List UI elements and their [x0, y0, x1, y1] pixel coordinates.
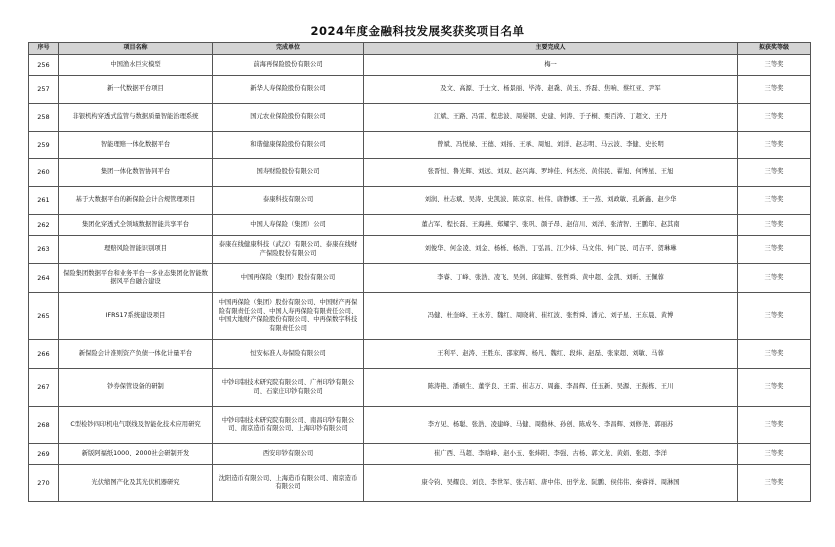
main-completers: 梅一: [364, 55, 738, 76]
project-name: 基于大数据平台的新保险会计合规管理项目: [59, 187, 213, 215]
project-name: 非银机构穿透式监管与数据质量智能治理系统: [59, 104, 213, 132]
row-number: 264: [29, 264, 59, 293]
main-completers: 刘俊华、何金凌、刘金、杨栎、杨浩、丁弘昌、江少炜、马文伟、何广民、司吉平、贺琳琳: [364, 236, 738, 264]
table-row: [29, 293, 811, 340]
award-level: 三等奖: [738, 187, 811, 215]
completing-units: 西安印钞有限公司: [213, 444, 364, 465]
table-row: [29, 159, 811, 187]
table-row: [29, 264, 811, 293]
table-row: [29, 55, 811, 76]
main-completers: 李睿、丁峰、张浩、凌飞、吴剑、邱建辉、张哲舜、黄中超、金凯、刘昕、王佩蓉: [364, 264, 738, 293]
table-row: [29, 215, 811, 236]
award-level: 三等奖: [738, 215, 811, 236]
award-level: 三等奖: [738, 407, 811, 444]
main-completers: 陈涛艳、潘硕生、董学良、王雷、崔志万、周鑫、李昌辉、任玉新、吴源、王振栋、王川: [364, 369, 738, 407]
row-number: 258: [29, 104, 59, 132]
main-completers: 江斌、王路、冯雷、程忠波、周晏钢、史建、何涛、于子桐、栗百涛、丁超文、王丹: [364, 104, 738, 132]
award-level: 三等奖: [738, 444, 811, 465]
row-number: 267: [29, 369, 59, 407]
main-completers: 李方见、杨聪、张浩、凌建峰、马健、周勤林、孙创、陈成冬、李昌辉、刘修尧、郭丽苏: [364, 407, 738, 444]
row-number: 265: [29, 293, 59, 340]
project-name: 保险集团数据平台和业务平台一多业态集团化智能数据风平台融合建设: [59, 264, 213, 293]
project-name: 光伏缩图产化及其光伏机器研究: [59, 465, 213, 502]
row-number: 269: [29, 444, 59, 465]
award-table: [28, 42, 811, 502]
award-level: 三等奖: [738, 76, 811, 104]
completing-units: 中国人寿保险（集团）公司: [213, 215, 364, 236]
project-name: 集团一体化数智协同平台: [59, 159, 213, 187]
completing-units: 中国再保险（集团）股份有限公司: [213, 264, 364, 293]
award-level: 三等奖: [738, 132, 811, 159]
column-header-level: 拟获奖等级: [738, 43, 811, 55]
award-level: 三等奖: [738, 293, 811, 340]
completing-units: 沈阳造币有限公司、上海造币有限公司、南京造币有限公司: [213, 465, 364, 502]
completing-units: 国寿财险股份有限公司: [213, 159, 364, 187]
column-header-project: 项目名称: [59, 43, 213, 55]
table-row: [29, 236, 811, 264]
completing-units: 泰康科技有限公司: [213, 187, 364, 215]
completing-units: 国元农业保险股份有限公司: [213, 104, 364, 132]
column-header-people: 主要完成人: [364, 43, 738, 55]
table-row: [29, 369, 811, 407]
award-level: 三等奖: [738, 55, 811, 76]
project-name: 理赔风险智能识别项目: [59, 236, 213, 264]
completing-units: 中钞印制技术研究院有限公司、南昌印钞有限公司、南京造币有限公司、上海印钞有限公司: [213, 407, 364, 444]
award-level: 三等奖: [738, 340, 811, 369]
row-number: 262: [29, 215, 59, 236]
completing-units: 中国再保险（集团）股份有限公司、中国财产再保险有限责任公司、中国人寿再保险有限责任公司、中国大地财产保险股份有限公司、中再保数字科技有限责任公司: [213, 293, 364, 340]
table-row: [29, 76, 811, 104]
row-number: 266: [29, 340, 59, 369]
table-row: [29, 340, 811, 369]
project-name: 集团化穿透式全领域数据智能共享平台: [59, 215, 213, 236]
row-number: 257: [29, 76, 59, 104]
project-name: 新保险会计准则资产负债一体化计量平台: [59, 340, 213, 369]
project-name: 新一代数据平台项目: [59, 76, 213, 104]
completing-units: 和谐健康保险股份有限公司: [213, 132, 364, 159]
table-row: [29, 407, 811, 444]
completing-units: 恒安标准人寿保险有限公司: [213, 340, 364, 369]
row-number: 260: [29, 159, 59, 187]
award-level: 三等奖: [738, 236, 811, 264]
award-level: 三等奖: [738, 104, 811, 132]
main-completers: 董占军、程长磊、王海燕、郑耀宇、张巩、颜子昂、赵信川、刘洋、张清智、王鹏年、赵其南: [364, 215, 738, 236]
main-completers: 及文、高源、于士文、杨景丽、毕涛、赵毳、黄玉、乔磊、焦响、蔡红亚、尹军: [364, 76, 738, 104]
main-completers: 王利平、赵涛、王胜东、邵家辉、杨凡、魏红、段炜、赵磊、张家超、刘敏、马蓉: [364, 340, 738, 369]
award-level: 三等奖: [738, 264, 811, 293]
row-number: 259: [29, 132, 59, 159]
table-row: [29, 187, 811, 215]
project-name: 中国渔水巨灾模型: [59, 55, 213, 76]
column-header-no: 序号: [29, 43, 59, 55]
table-row: [29, 465, 811, 502]
row-number: 263: [29, 236, 59, 264]
row-number: 256: [29, 55, 59, 76]
project-name: 智能理赔一体化数据平台: [59, 132, 213, 159]
project-name: IFRS17系统建设项目: [59, 293, 213, 340]
table-header-row: [29, 43, 811, 55]
table-row: [29, 444, 811, 465]
completing-units: 新华人寿保险股份有限公司: [213, 76, 364, 104]
award-level: 三等奖: [738, 465, 811, 502]
completing-units: 泰康在线健康科技（武汉）有限公司、泰康在线财产保险股份有限公司: [213, 236, 364, 264]
award-level: 三等奖: [738, 159, 811, 187]
completing-units: 前海再保险股份有限公司: [213, 55, 364, 76]
row-number: 261: [29, 187, 59, 215]
main-completers: 刘润、杜志斌、吴涛、史凯波、陈京京、杜伟、唐静娜、王一蒸、刘政敏、孔新鑫、赵少华: [364, 187, 738, 215]
table-row: [29, 132, 811, 159]
project-name: 钞券保管设备的研制: [59, 369, 213, 407]
main-completers: 冯健、杜奎峰、王永芳、魏红、周晓莉、崔红波、张哲舜、潘元、刘子星、王东晨、黄博: [364, 293, 738, 340]
main-completers: 张晋恒、鲁光辉、刘远、刘双、赵兴海、罗坤佳、何杰亮、黄伟民、翟旭、何博星、王旭: [364, 159, 738, 187]
column-header-units: 完成单位: [213, 43, 364, 55]
row-number: 270: [29, 465, 59, 502]
project-name: 新版阿福纸1000、2000社会研制开发: [59, 444, 213, 465]
main-completers: 崔广西、马超、李晗峰、赵小玉、张炜阳、李强、古杨、郭文龙、黄娟、张超、李洋: [364, 444, 738, 465]
row-number: 268: [29, 407, 59, 444]
completing-units: 中钞印制技术研究院有限公司、广州印钞有限公司、石家庄印钞有限公司: [213, 369, 364, 407]
project-name: C型检钞四印机电气联线及智能化技术应用研究: [59, 407, 213, 444]
main-completers: 曾斌、冯悦禄、王德、刘扬、王承、周旭、刘洋、赵志明、马云波、李健、史长明: [364, 132, 738, 159]
award-level: 三等奖: [738, 369, 811, 407]
table-row: [29, 104, 811, 132]
main-completers: 康令钧、吴耀良、刘良、李世军、张吉昭、唐中伟、田学龙、阮鹏、侯伟伟、秦睿祥、周淋国: [364, 465, 738, 502]
document-title: 2024年度金融科技发展奖获奖项目名单: [310, 24, 525, 38]
